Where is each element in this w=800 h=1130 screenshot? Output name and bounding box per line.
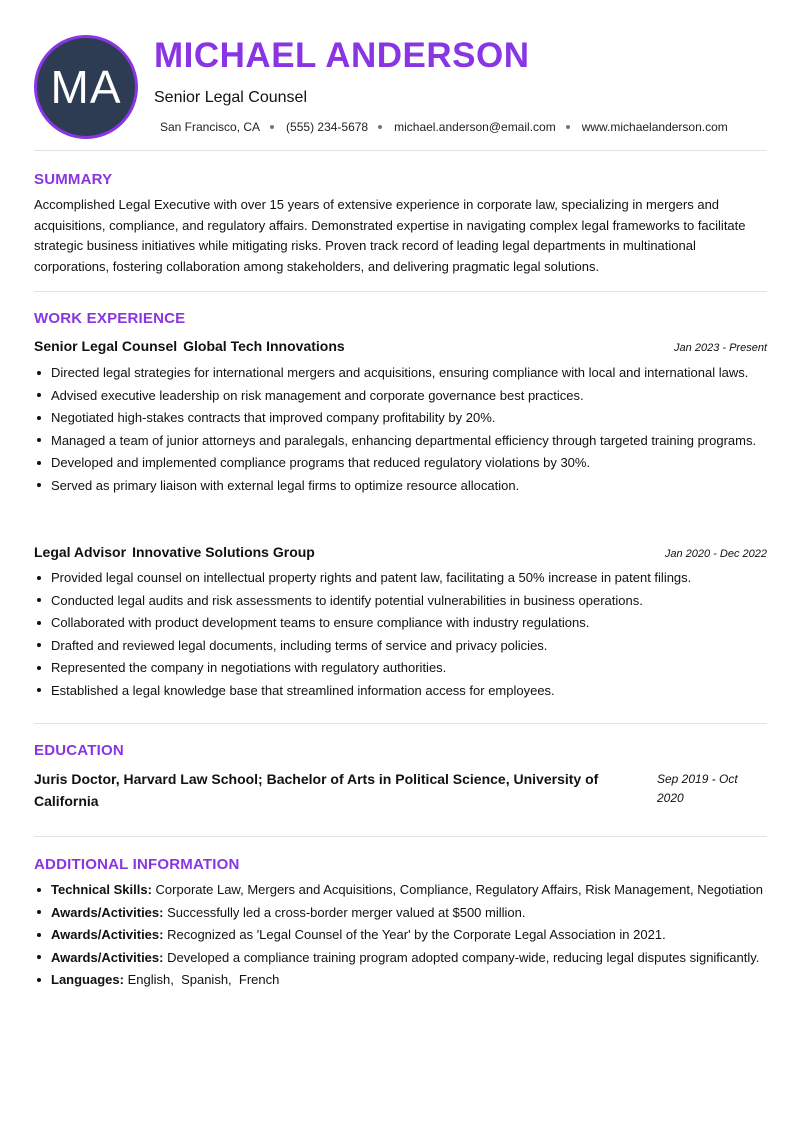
section-title-summary: SUMMARY (34, 171, 113, 188)
divider (34, 291, 767, 292)
section-title-experience: WORK EXPERIENCE (34, 310, 186, 327)
candidate-role: Senior Legal Counsel (154, 89, 307, 106)
divider (34, 150, 767, 151)
list-item: Collaborated with product development teams to ensure compliance with industry regulations. (51, 613, 766, 632)
item-label: Awards/Activities: (51, 927, 164, 942)
contact-phone: (555) 234-5678 (286, 120, 369, 134)
list-item: Negotiated high-stakes contracts that improved company profitability by 20%. (51, 408, 766, 427)
item-label: Awards/Activities: (51, 949, 164, 965)
list-item: Directed legal strategies for international mergers and acquisitions, ensuring compliance with local and international laws. (51, 363, 766, 382)
job-title (34, 544, 315, 560)
list-item: Established a legal knowledge base that streamlined information access for employees. (51, 681, 766, 700)
item-text: English, Spanish, French (127, 972, 280, 987)
separator-dot-icon (270, 125, 274, 129)
job-bullets (34, 568, 766, 703)
avatar (34, 35, 138, 139)
candidate-name: MICHAEL ANDERSON (154, 36, 530, 75)
list-item: Served as primary liaison with external legal firms to optimize resource allocation. (51, 476, 766, 495)
job-title (34, 338, 345, 354)
list-item: Drafted and reviewed legal documents, including terms of service and privacy policies. (51, 636, 766, 655)
list-item: Advised executive leadership on risk management and corporate governance best practices. (51, 386, 766, 405)
list-item: Represented the company in negotiations with regulatory authorities. (51, 658, 766, 677)
avatar-initials: MA (50, 61, 122, 113)
separator-dot-icon (378, 125, 382, 129)
list-item: Managed a team of junior attorneys and paralegals, enhancing departmental efficiency through targeted training programs. (51, 431, 766, 450)
item-text: Developed a compliance training program adopted company-wide, reducing legal disputes significantly. (167, 949, 760, 965)
contact-line (160, 120, 728, 134)
job-company: Innovative Solutions Group (132, 544, 315, 560)
item-text: Recognized as 'Legal Counsel of the Year' by the Corporate Legal Association in 2021. (167, 927, 666, 942)
education-dates: Sep 2019 - Oct 2020 (657, 772, 738, 805)
item-text: Corporate Law, Mergers and Acquisitions, Compliance, Regulatory Affairs, Risk Management, Negotiation (155, 882, 764, 897)
job-position: Legal Advisor (34, 544, 127, 560)
job-header (34, 544, 767, 560)
section-title-additional: ADDITIONAL INFORMATION (34, 856, 240, 873)
additional-list (34, 880, 766, 993)
list-item: Developed and implemented compliance programs that reduced regulatory violations by 30%. (51, 453, 766, 472)
job-bullets (34, 363, 766, 498)
section-title-education: EDUCATION (34, 742, 124, 759)
education-entry (34, 768, 767, 812)
item-label: Technical Skills: (51, 882, 152, 897)
job-position: Senior Legal Counsel (34, 338, 178, 354)
list-item: Conducted legal audits and risk assessments to identify potential vulnerabilities in business operations. (51, 591, 766, 610)
contact-website[interactable]: www.michaelanderson.com (581, 120, 728, 134)
list-item (51, 948, 766, 967)
contact-location: San Francisco, CA (160, 120, 261, 134)
job-company: Global Tech Innovations (183, 338, 345, 354)
list-item (51, 903, 766, 922)
list-item: Provided legal counsel on intellectual property rights and patent law, facilitating a 50% increase in patent filings. (51, 568, 766, 587)
list-item (51, 880, 766, 899)
item-label: Awards/Activities: (51, 904, 164, 920)
education-degree: Juris Doctor, Harvard Law School; Bachelor of Arts in Political Science, University of California (34, 771, 599, 809)
contact-email[interactable]: michael.anderson@email.com (394, 120, 556, 134)
list-item (51, 970, 766, 989)
divider (34, 836, 767, 837)
divider (34, 723, 767, 724)
job-dates: Jan 2023 - Present (674, 342, 767, 354)
separator-dot-icon (566, 125, 570, 129)
summary-text: Accomplished Legal Executive with over 15 years of extensive experience in corporate law, specializing in mergers and acquisitions, compliance, and regulatory affairs. Demonstrated expertise in navigating complex legal frameworks to facilitate strategic business initiatives while mitigating risks. Proven track record of leading legal departments in multinational corporations, fostering collaboration among stakeholders, and delivering pragmatic legal solutions. (34, 197, 746, 274)
list-item (51, 925, 766, 944)
item-text: Successfully led a cross-border merger valued at $500 million. (167, 904, 526, 920)
item-label: Languages: (51, 972, 124, 987)
job-dates: Jan 2020 - Dec 2022 (664, 548, 767, 560)
job-header (34, 338, 767, 354)
